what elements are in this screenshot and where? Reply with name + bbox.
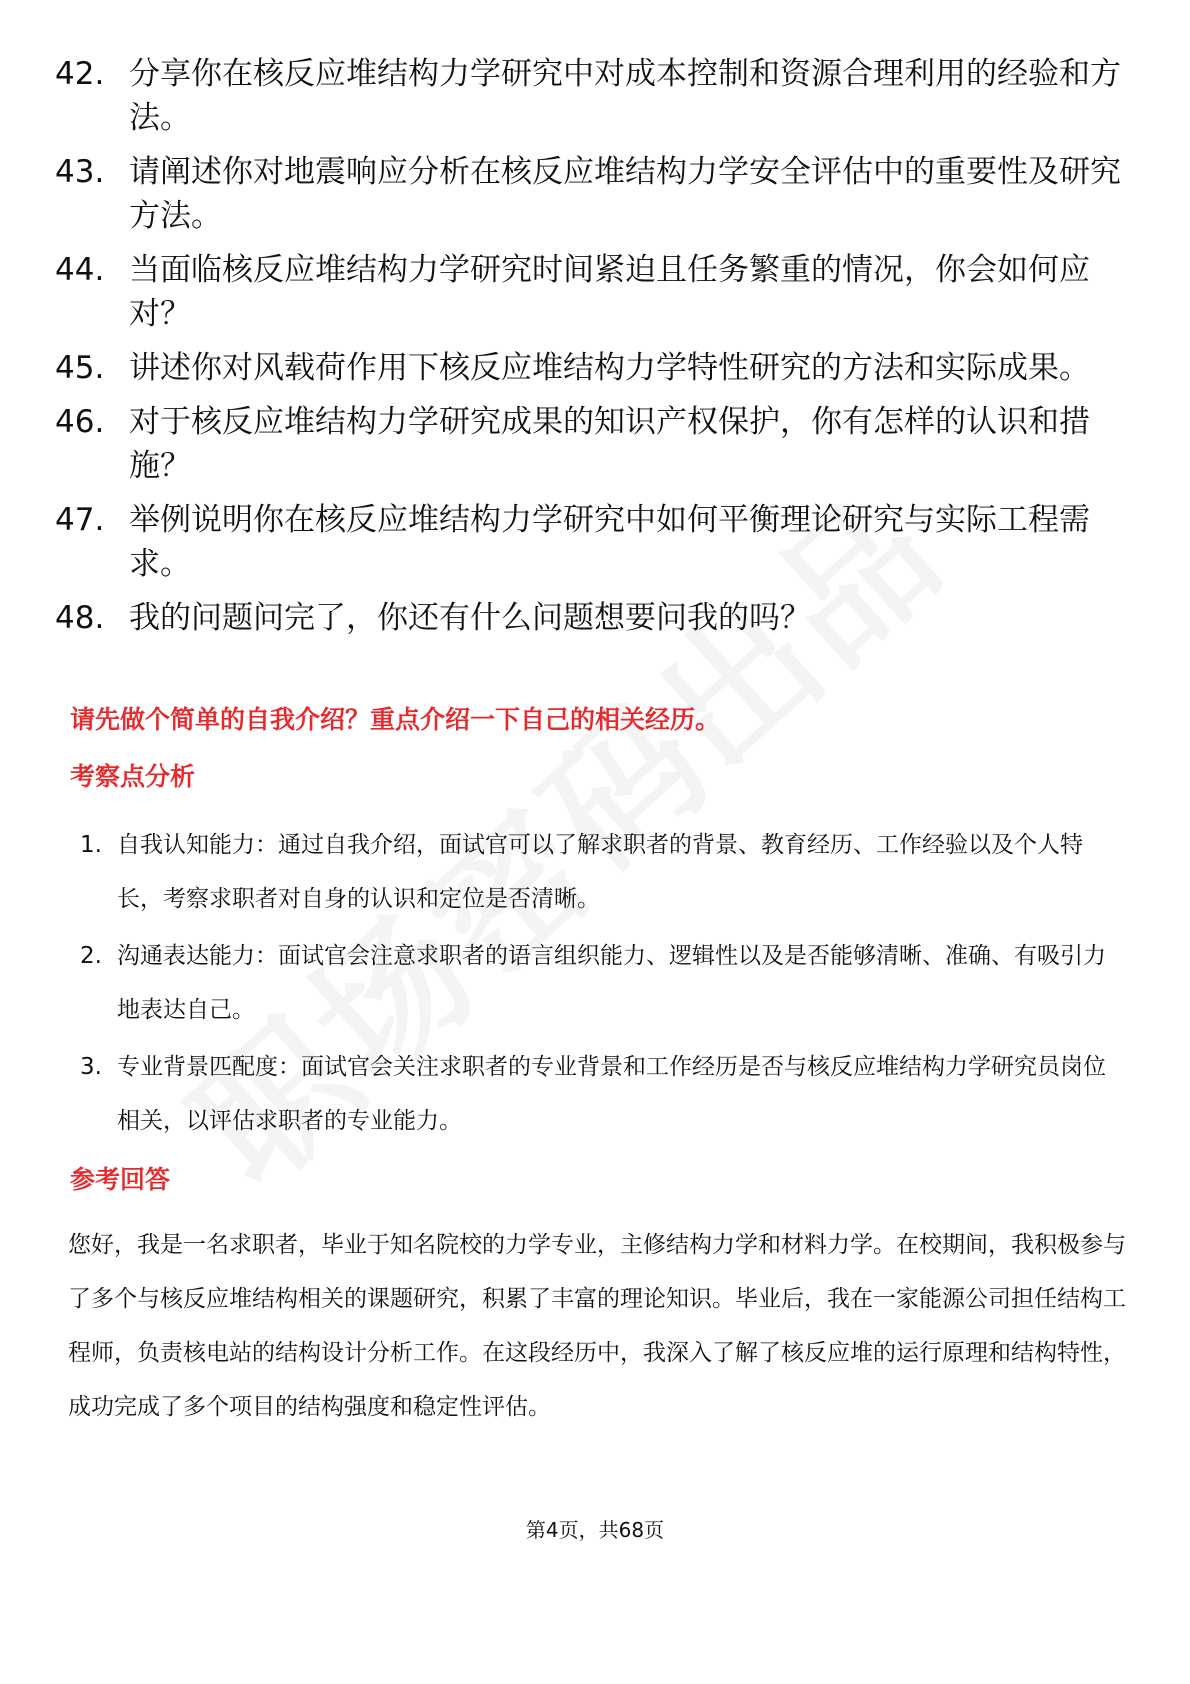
question-text: 我的问题问完了，你还有什么问题想要问我的吗？ — [129, 600, 811, 636]
question-text: 分享你在核反应堆结构力学研究中对成本控制和资源合理利用的经验和方法。 — [129, 56, 1121, 136]
analysis-text: 自我认知能力：通过自我介绍，面试官可以了解求职者的背景、教育经历、工作经验以及个人特长，考察求职者对自身的认识和定位是否清晰。 — [117, 832, 1083, 912]
page-footer: 第4页，共68页 — [525, 1518, 665, 1542]
analysis-heading: 考察点分析 — [70, 762, 196, 791]
question-list — [55, 52, 1135, 650]
analysis-number: 2. — [80, 943, 102, 969]
question-number: 42. — [55, 56, 105, 92]
analysis-item — [80, 818, 1120, 926]
question-number: 48. — [55, 600, 105, 636]
question-item — [55, 400, 1135, 488]
question-item — [55, 52, 1135, 140]
question-item — [55, 150, 1135, 238]
question-number: 45. — [55, 350, 105, 386]
question-number: 47. — [55, 502, 105, 538]
analysis-list — [80, 818, 1120, 1151]
reference-heading: 参考回答 — [70, 1165, 171, 1194]
reference-answer: 您好，我是一名求职者，毕业于知名院校的力学专业，主修结构力学和材料力学。在校期间，我积极参与了多个与核反应堆结构相关的课题研究，积累了丰富的理论知识。毕业后，我在一家能源公司担任结构工程师，负责核电站的结构设计分析工作。在这段经历中，我深入了解了核反应堆的运行原理和结构特性，成功完成了多个项目的结构强度和稳定性评估。 — [68, 1232, 1126, 1420]
question-number: 46. — [55, 404, 105, 440]
question-number: 43. — [55, 154, 105, 190]
analysis-item — [80, 929, 1120, 1037]
analysis-number: 1. — [80, 832, 102, 858]
question-text: 对于核反应堆结构力学研究成果的知识产权保护，你有怎样的认识和措施？ — [129, 404, 1090, 484]
question-item — [55, 248, 1135, 336]
question-text: 当面临核反应堆结构力学研究时间紧迫且任务繁重的情况，你会如何应对？ — [129, 252, 1090, 332]
main-question-title: 请先做个简单的自我介绍？重点介绍一下自己的相关经历。 — [70, 705, 721, 734]
analysis-number: 3. — [80, 1054, 102, 1080]
question-text: 请阐述你对地震响应分析在核反应堆结构力学安全评估中的重要性及研究方法。 — [129, 154, 1121, 234]
question-text: 讲述你对风载荷作用下核反应堆结构力学特性研究的方法和实际成果。 — [129, 350, 1090, 386]
analysis-text: 沟通表达能力：面试官会注意求职者的语言组织能力、逻辑性以及是否能够清晰、准确、有吸引力地表达自己。 — [117, 943, 1106, 1023]
question-text: 举例说明你在核反应堆结构力学研究中如何平衡理论研究与实际工程需求。 — [129, 502, 1090, 582]
analysis-item — [80, 1040, 1120, 1148]
question-item — [55, 596, 1135, 640]
question-item — [55, 498, 1135, 586]
question-number: 44. — [55, 252, 105, 288]
question-item — [55, 346, 1135, 390]
analysis-text: 专业背景匹配度：面试官会关注求职者的专业背景和工作经历是否与核反应堆结构力学研究员岗位相关，以评估求职者的专业能力。 — [117, 1054, 1106, 1134]
